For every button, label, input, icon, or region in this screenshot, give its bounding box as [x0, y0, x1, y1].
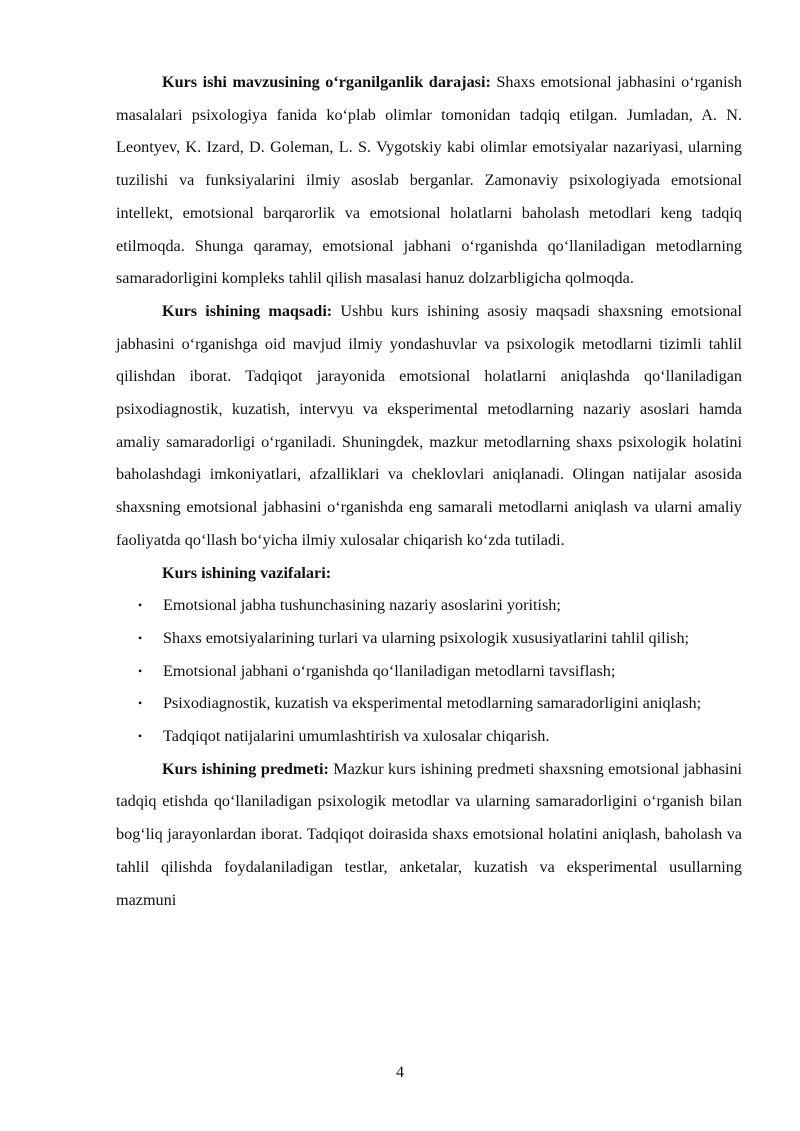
text-research-level: Shaxs emotsional jabhasini o‘rganish masalalari psixologiya fanida ko‘plab olimlar tomonidan tadqiq etilgan. Jumladan, A. N. Leontyev, K. Izard, D. Goleman, L. S. Vygotskiy kabi olimlar emotsiyalar nazariyasi, ularning tuzilishi va funksiyalarini ilmiy asoslab berganlar. Zamonaviy psixologiyada emotsional intellekt, emotsional barqarorlik va emotsional holatlarni baholash metodlari keng tadqiq etilmoqda. Shunga qaramay, emotsional jabhani o‘rganishda qo‘llaniladigan metodlarning samaradorligini kompleks tahlil qilish masalasi hanuz dolzarbligicha qolmoqda. — [116, 73, 742, 288]
heading-tasks: Kurs ishining vazifalari: — [162, 563, 332, 582]
bullet-icon: • — [138, 729, 143, 744]
bullet-icon: • — [138, 663, 143, 678]
text-subject: Mazkur kurs ishining predmeti shaxsning emotsional jabhasini tadqiq etishda qo‘llaniladigan psixologik metodlar va ularning samaradorligini o‘rganish bilan bog‘liq jarayonlardan iborat. Tadqiqot doirasida shaxs emotsional holatini aniqlash, baholash va tahlil qilishda foydalaniladigan testlar, anketalar, kuzatish va eksperimental usullarning mazmuni — [116, 759, 742, 909]
list-item-text: Tadqiqot natijalarini umumlashtirish va xulosalar chiqarish. — [163, 727, 550, 746]
heading-goal: Kurs ishining maqsadi: — [162, 301, 333, 320]
list-item-text: Emotsional jabhani o‘rganishda qo‘llaniladigan metodlarni tavsiflash; — [163, 661, 616, 680]
list-item-text: Emotsional jabha tushunchasining nazariy asoslarini yoritish; — [163, 596, 561, 615]
list-item-text: Psixodiagnostik, kuzatish va eksperimental metodlarning samaradorligini aniqlash; — [163, 694, 702, 713]
list-item — [116, 687, 742, 720]
list-item — [116, 655, 742, 688]
heading-subject: Kurs ishining predmeti: — [162, 759, 329, 778]
list-item-text: Shaxs emotsiyalarining turlari va ularning psixologik xususiyatlarini tahlil qilish; — [163, 628, 690, 647]
bullet-icon: • — [138, 630, 143, 645]
paragraph-research-level — [116, 66, 742, 295]
bullet-icon: • — [138, 696, 143, 711]
list-item — [116, 589, 742, 622]
text-goal: Ushbu kurs ishining asosiy maqsadi shaxsning emotsional jabhasini o‘rganishga oid mavjud ilmiy yondashuvlar va psixologik metodlarni tizimli tahlil qilishdan iborat. Tadqiqot jarayonida emotsional holatlarni aniqlashda qo‘llaniladigan psixodiagnostik, kuzatish, intervyu va eksperimental metodlarning nazariy asoslari hamda amaliy samaradorligi o‘rganiladi. Shuningdek, mazkur metodlarning shaxs psixologik holatini baholashdagi imkoniyatlari, afzalliklari va cheklovlari aniqlanadi. Olingan natijalar asosida shaxsning emotsional jabhasini o‘rganishda eng samarali metodlarni aniqlash va ularni amaliy faoliyatda qo‘llash bo‘yicha ilmiy xulosalar chiqarish ko‘zda tutiladi. — [116, 301, 742, 549]
list-item — [116, 720, 742, 753]
bullet-icon: • — [138, 598, 143, 613]
tasks-list — [116, 589, 742, 753]
document-page — [116, 66, 742, 916]
list-item — [116, 622, 742, 655]
paragraph-subject — [116, 753, 742, 917]
paragraph-goal — [116, 295, 742, 557]
heading-research-level: Kurs ishi mavzusining o‘rganilganlik darajasi: — [162, 73, 491, 91]
page-number: 4 — [396, 1064, 404, 1081]
